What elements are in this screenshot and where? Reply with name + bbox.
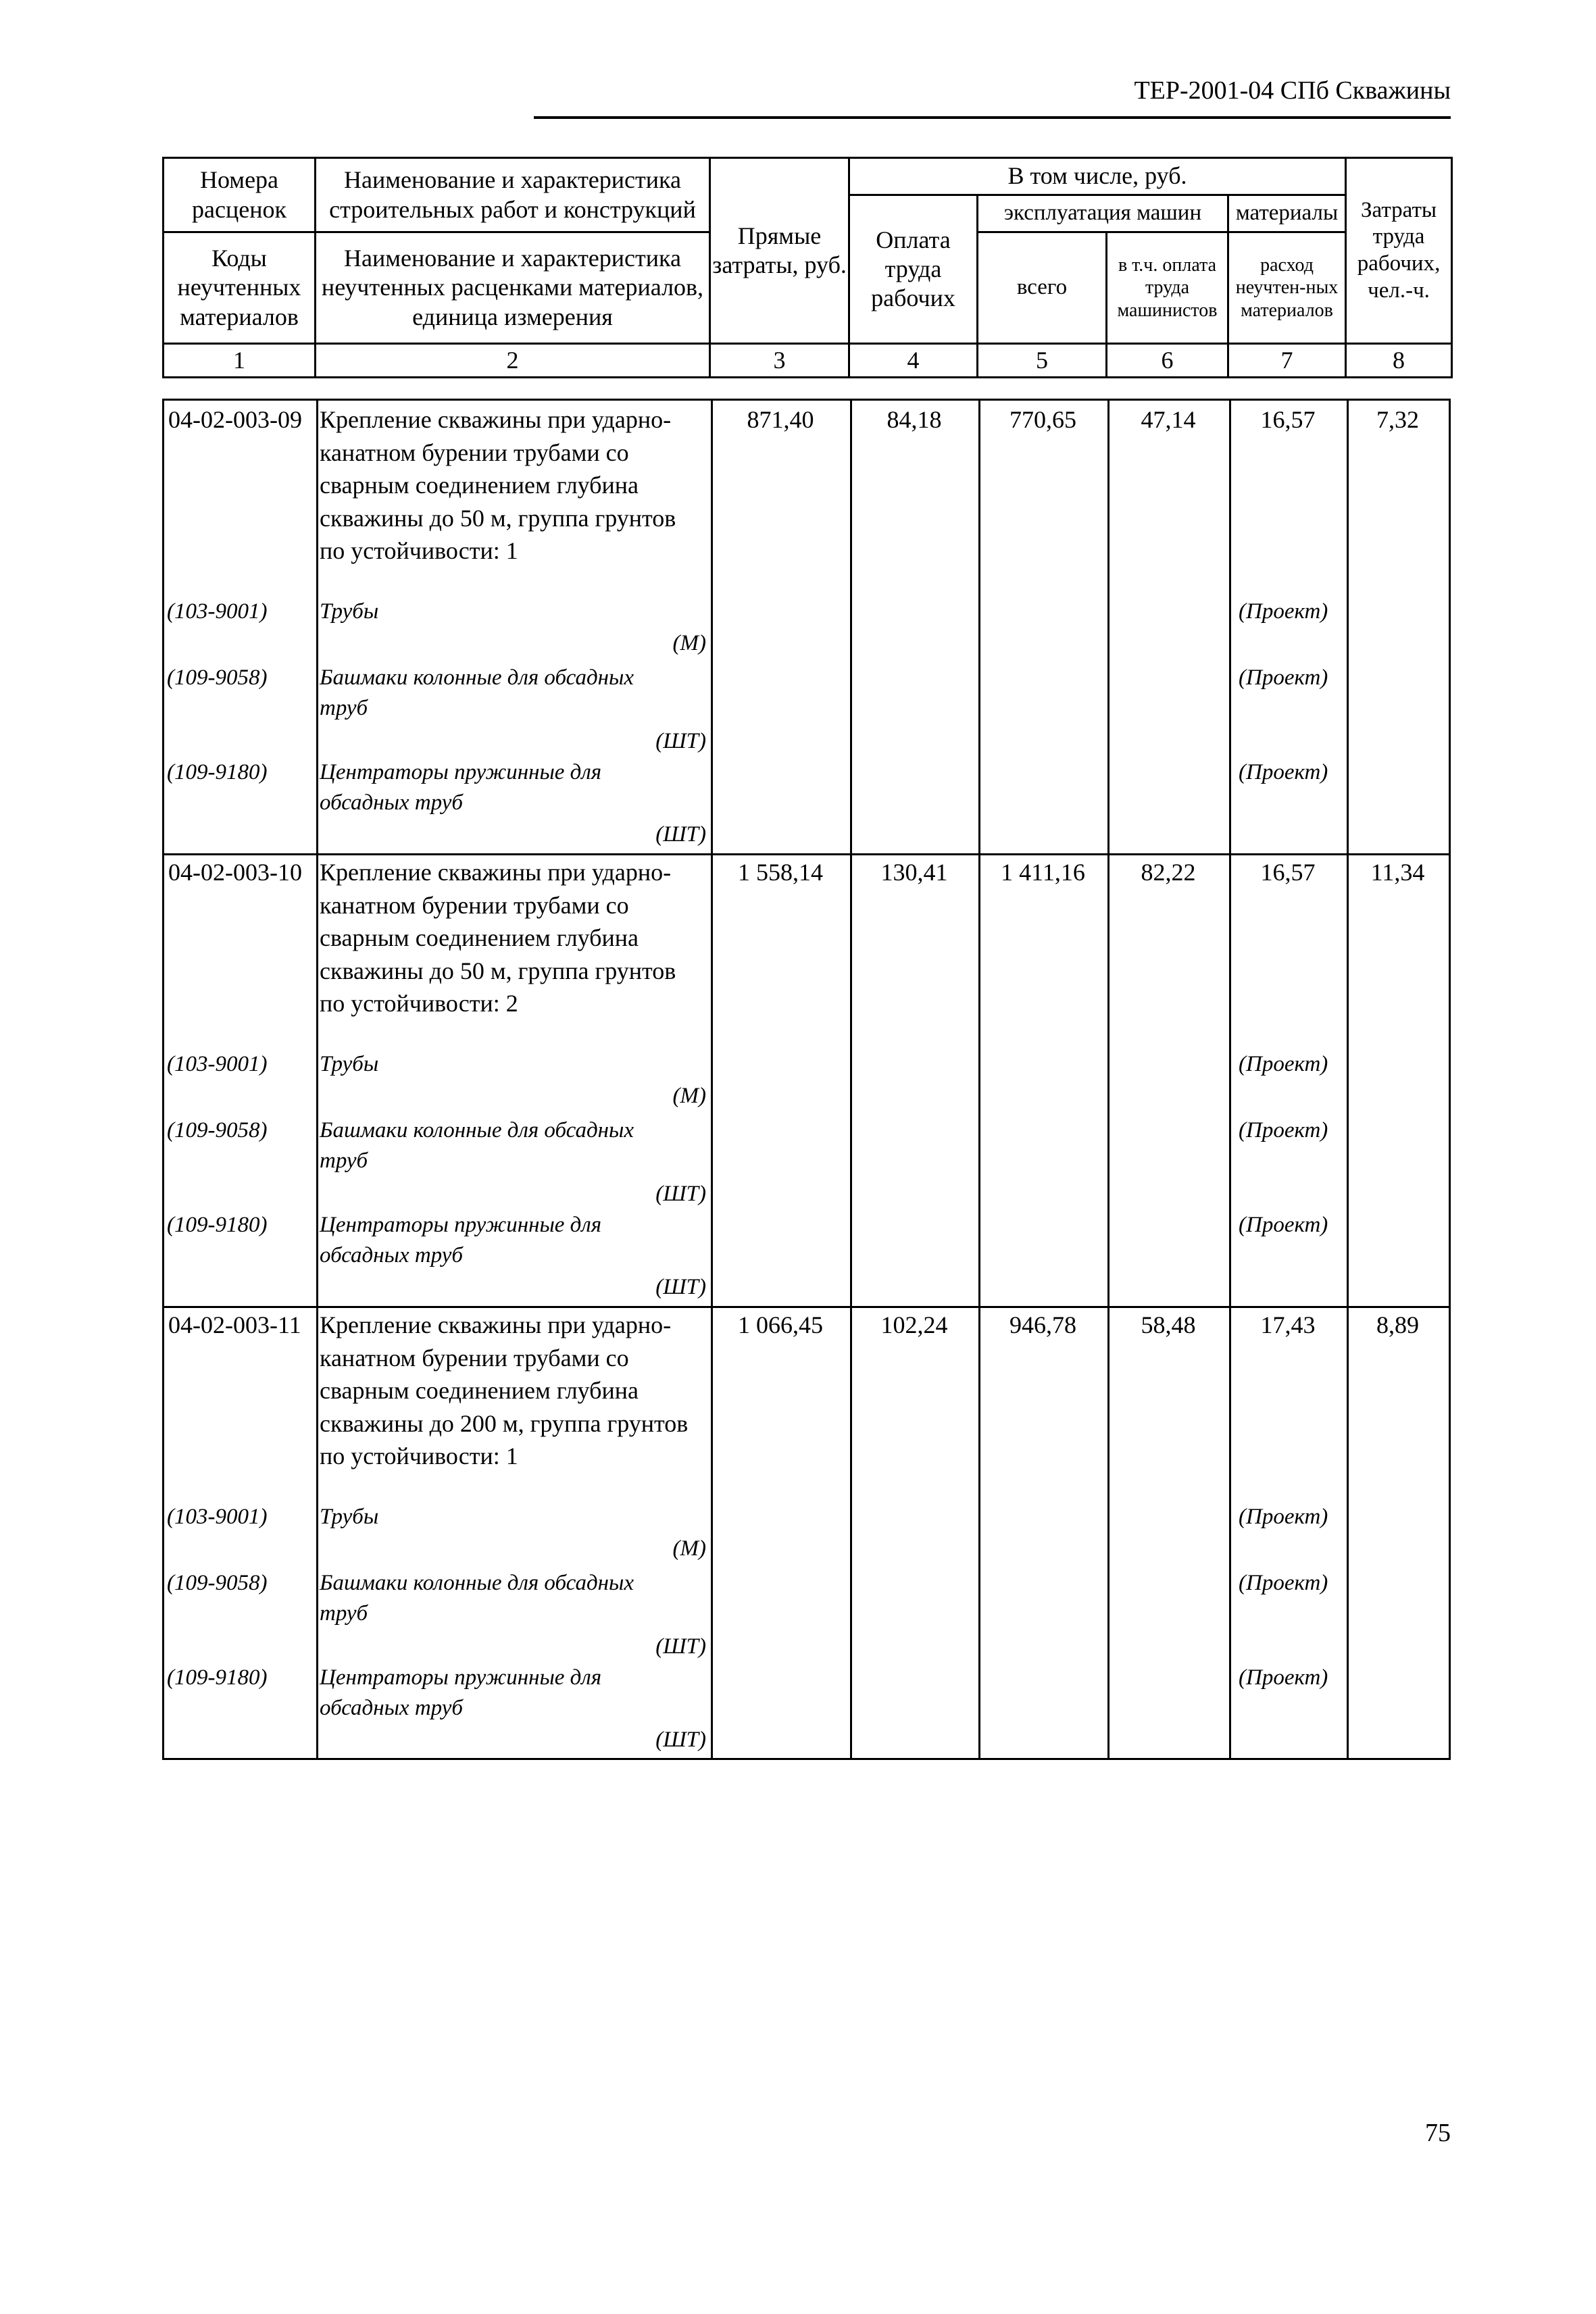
material-name: Центраторы пружинные для обсадных труб — [320, 1213, 602, 1267]
material-value: (Проект) — [1239, 665, 1328, 690]
header-materials: материалы — [1228, 195, 1346, 232]
material-code: (109-9058) — [167, 665, 268, 690]
header-rule — [534, 116, 1451, 119]
rate-title: Крепление скважины при ударно-канатном бурении трубами со сварным соединением глубина скважины до 50 м, группа грунтов по устойчивости: 1 — [320, 406, 676, 565]
running-header: ТЕР-2001-04 СПб Скважины — [1134, 76, 1451, 105]
labor-pay-value: 102,24 — [880, 1311, 948, 1338]
column-number: 1 — [164, 344, 316, 378]
material-code: (103-9001) — [167, 1052, 268, 1076]
machines-total-value: 770,65 — [1009, 406, 1076, 433]
direct-costs-value: 871,40 — [747, 406, 814, 433]
column-divider — [1229, 401, 1231, 1758]
rate-code: 04-02-003-10 — [168, 859, 302, 886]
machinists-pay-value: 82,22 — [1141, 859, 1196, 886]
column-number: 8 — [1346, 344, 1452, 378]
column-number: 3 — [710, 344, 849, 378]
material-value: (Проект) — [1239, 599, 1328, 624]
materials-value: 16,57 — [1260, 859, 1316, 886]
material-name: Трубы — [320, 1505, 379, 1529]
material-unit: (ШТ) — [655, 1275, 706, 1299]
rate-title: Крепление скважины при ударно-канатном бурении трубами со сварным соединением глубина скважины до 50 м, группа грунтов по устойчивости: 2 — [320, 859, 676, 1017]
material-unit: (М) — [672, 631, 706, 655]
material-name: Центраторы пружинные для обсадных труб — [320, 1665, 602, 1720]
header-rate-number: Номера расценок — [164, 158, 316, 232]
header-machinists-pay: в т.ч. оплата труда машинистов — [1107, 232, 1228, 344]
column-divider — [316, 401, 318, 1758]
material-code: (109-9180) — [167, 1213, 268, 1237]
column-divider — [1347, 401, 1349, 1758]
machines-total-value: 946,78 — [1009, 1311, 1076, 1338]
material-name: Башмаки колонные для обсадных труб — [320, 665, 634, 720]
material-value: (Проект) — [1239, 1665, 1328, 1690]
material-name: Трубы — [320, 599, 379, 624]
machinists-pay-value: 58,48 — [1141, 1311, 1196, 1338]
rate-title: Крепление скважины при ударно-канатном бурении трубами со сварным соединением глубина скважины до 200 м, группа грунтов по устойчивости: 1 — [320, 1311, 689, 1470]
labor-hours-value: 8,89 — [1376, 1311, 1419, 1338]
entry-separator — [164, 853, 1449, 855]
material-name: Башмаки колонные для обсадных труб — [320, 1571, 634, 1626]
labor-hours-value: 7,32 — [1376, 406, 1419, 433]
material-unit: (ШТ) — [655, 1634, 706, 1659]
material-unit: (ШТ) — [655, 822, 706, 847]
material-name: Башмаки колонные для обсадных труб — [320, 1118, 634, 1173]
column-number: 6 — [1107, 344, 1228, 378]
header-material-names: Наименование и характеристика неучтенных расценками материалов, единица измерения — [316, 232, 710, 344]
rate-code: 04-02-003-11 — [168, 1311, 301, 1338]
rate-code: 04-02-003-09 — [168, 406, 302, 433]
machines-total-value: 1 411,16 — [1001, 859, 1085, 886]
material-value: (Проект) — [1239, 1571, 1328, 1595]
header-material-codes: Коды неучтенных материалов — [164, 232, 316, 344]
material-value: (Проект) — [1239, 1213, 1328, 1237]
direct-costs-value: 1 066,45 — [738, 1311, 823, 1338]
labor-pay-value: 84,18 — [887, 406, 942, 433]
materials-value: 16,57 — [1260, 406, 1316, 433]
rates-table-body — [162, 399, 1451, 1760]
header-machines-total: всего — [978, 232, 1107, 344]
material-unit: (М) — [672, 1084, 706, 1108]
header-labor-pay: Оплата труда рабочих — [849, 195, 978, 344]
header-including: В том числе, руб. — [849, 158, 1346, 195]
page-number: 75 — [1425, 2119, 1451, 2147]
material-unit: (ШТ) — [655, 1182, 706, 1206]
machinists-pay-value: 47,14 — [1141, 406, 1196, 433]
material-code: (109-9058) — [167, 1118, 268, 1142]
material-code: (109-9058) — [167, 1571, 268, 1595]
material-unit: (М) — [672, 1536, 706, 1561]
header-labor-hours: Затраты труда рабочих, чел.-ч. — [1346, 158, 1452, 344]
material-code: (103-9001) — [167, 1505, 268, 1529]
material-unit: (ШТ) — [655, 729, 706, 753]
direct-costs-value: 1 558,14 — [738, 859, 823, 886]
material-value: (Проект) — [1239, 1118, 1328, 1142]
material-unit: (ШТ) — [655, 1728, 706, 1752]
column-divider — [711, 401, 713, 1758]
column-number: 2 — [316, 344, 710, 378]
material-code: (103-9001) — [167, 599, 268, 624]
material-value: (Проект) — [1239, 760, 1328, 784]
column-number: 7 — [1228, 344, 1346, 378]
labor-hours-value: 11,34 — [1370, 859, 1425, 886]
material-value: (Проект) — [1239, 1505, 1328, 1529]
material-value: (Проект) — [1239, 1052, 1328, 1076]
material-code: (109-9180) — [167, 760, 268, 784]
column-number: 4 — [849, 344, 978, 378]
column-divider — [850, 401, 852, 1758]
header-work-name: Наименование и характеристика строительных работ и конструкций — [316, 158, 710, 232]
labor-pay-value: 130,41 — [880, 859, 948, 886]
material-name: Центраторы пружинные для обсадных труб — [320, 760, 602, 815]
materials-value: 17,43 — [1260, 1311, 1316, 1338]
entry-separator — [164, 1306, 1449, 1308]
column-divider — [978, 401, 980, 1758]
column-number: 5 — [978, 344, 1107, 378]
header-direct-costs: Прямые затраты, руб. — [710, 158, 849, 344]
material-name: Трубы — [320, 1052, 379, 1076]
column-header-table — [162, 157, 1453, 378]
header-materials-usage: расход неучтен-ных материалов — [1228, 232, 1346, 344]
header-machines: эксплуатация машин — [978, 195, 1228, 232]
material-code: (109-9180) — [167, 1665, 268, 1690]
column-divider — [1107, 401, 1109, 1758]
